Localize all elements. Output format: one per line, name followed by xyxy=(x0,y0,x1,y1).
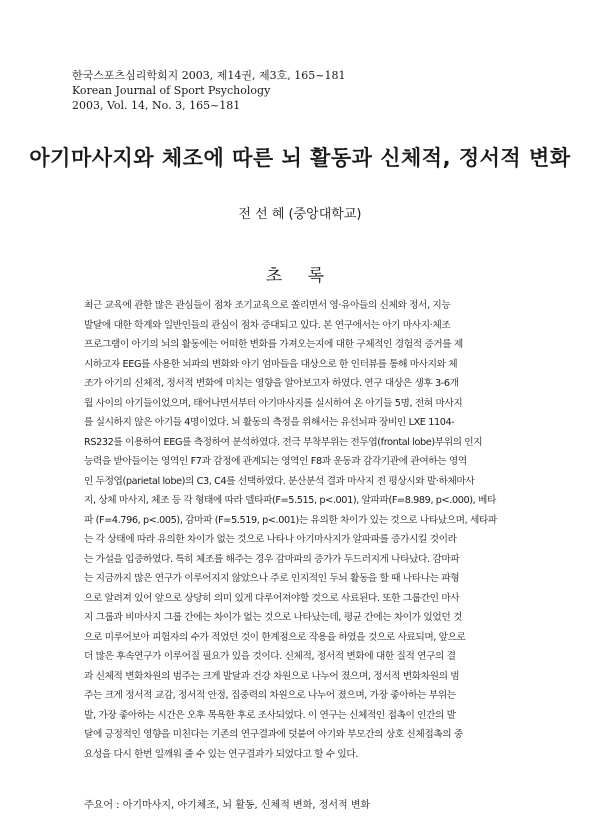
journal-english: Korean Journal of Sport Psychology xyxy=(72,84,271,97)
abstract-line: 지, 상체 마사지, 체조 등 각 형태에 따라 델타파(F=5.515, p<.001), 알파파(F=8.989, p<.000), 베타 xyxy=(84,495,496,506)
journal-volume: 2003, Vol. 14, No. 3, 165~181 xyxy=(72,99,241,112)
abstract-line: 발달에 대한 학계와 일반인들의 관심이 점차 증대되고 있다. 본 연구에서는 아기 마사지·체조 xyxy=(84,319,451,331)
abstract-line: 는 각 상태에 따라 유의한 차이가 없는 것으로 나타나 아기마사지가 알파파를 증가시킬 것이라 xyxy=(84,534,457,545)
abstract-body xyxy=(84,296,524,764)
abstract-line: 를 실시하지 않은 아기들 4명이었다. 뇌 활동의 측정을 위해서는 유선뇌파 장비인 LXE 1104- xyxy=(84,417,455,428)
abstract-line: 는 지금까지 많은 연구가 이루어지지 않았으나 주로 인지적인 두뇌 활동을 할 때 나타나는 파형 xyxy=(84,573,460,584)
abstract-heading: 초 록 xyxy=(265,266,335,286)
abstract-line: 발, 가장 좋아하는 시간은 오후 목욕한 후로 조사되었다. 이 연구는 신체적인 접촉이 인간의 발 xyxy=(84,709,456,721)
journal-info xyxy=(72,68,345,113)
abstract-line: 능력을 받아들이는 영역인 F7과 감정에 관계되는 영역인 F8과 운동과 감각기관에 관여하는 영역 xyxy=(84,456,467,467)
abstract-line: RS232를 이용하여 EEG를 측정하여 분석하였다. 전극 부착부위는 전두엽(frontal lobe)부위의 인지 xyxy=(84,436,483,448)
author-line: 전 선 혜 (중앙대학교) xyxy=(238,207,362,222)
abstract-line: 월 사이의 아기들이었으며, 태어나면서부터 아기마사지를 실시하여 온 아기들 5명, 전혀 마사지 xyxy=(84,397,463,409)
abstract-line: 지 그룹과 비마사지 그룹 간에는 차이가 없는 것으로 나타났는데, 평균 간에는 차이가 있었던 것 xyxy=(84,612,462,623)
abstract-line: 조가 아기의 신체적, 정서적 변화에 미치는 영향을 알아보고자 하였다. 연구 대상은 생후 3-6개 xyxy=(84,378,459,389)
abstract-line: 달에 긍정적인 영향을 미친다는 기존의 연구결과에 덧붙여 아기와 부모간의 상호 신체접촉의 중 xyxy=(84,729,463,740)
abstract-line: 으로 미루어보아 피험자의 수가 적었던 것이 한계점으로 작용을 하였을 것으로 사료되며, 앞으로 xyxy=(84,631,466,643)
journal-korean: 한국스포츠심리학회지 2003, 제14권, 제3호, 165~181 xyxy=(72,69,346,82)
abstract-line: 인 두정엽(parietal lobe)의 C3, C4를 선택하였다. 분산분석 결과 마사지 전 평상시와 발·하체마사 xyxy=(84,475,475,487)
abstract-line: 주는 크게 정서적 교감, 정서적 안정, 집중력의 차원으로 나누어 졌으며, 가장 좋아하는 부위는 xyxy=(84,690,456,701)
abstract-line: 시하고자 EEG를 사용한 뇌파의 변화와 아기 엄마들을 대상으로 한 인터뷰를 통해 마사지와 체 xyxy=(84,358,458,370)
abstract-line: 는 가설을 입증하였다. 특히 체조를 해주는 경우 감마파의 증가가 두드러지게 나타났다. 감마파 xyxy=(84,553,460,565)
abstract-line: 으로 알려져 있어 앞으로 상당히 의미 있게 다루어져야할 것으로 사료된다. 또한 그룹간인 마사 xyxy=(84,592,460,604)
paper-title: 아기마사지와 체조에 따른 뇌 활동과 신체적, 정서적 변화 xyxy=(29,146,571,170)
abstract-line: 최근 교육에 관한 많은 관심들이 점차 조기교육으로 쏠리면서 영·유아들의 신체와 정서, 지능 xyxy=(84,300,451,311)
abstract-line: 파 (F=4.796, p<.005), 감마파 (F=5.519, p<.001)는 유의한 차이가 있는 것으로 나타났으며, 세타파 xyxy=(84,514,497,526)
keywords: 주요어 : 아기마사지, 아기체조, 뇌 활동, 신체적 변화, 정서적 변화 xyxy=(84,800,371,811)
abstract-line: 과 신체적 변화차원의 범주는 크게 발달과 건강 차원으로 나누어 졌으며, 정서적 변화차원의 범 xyxy=(84,670,460,682)
abstract-line: 더 많은 후속연구가 이루어질 필요가 있을 것이다. 신체적, 정서적 변화에 대한 질적 연구의 결 xyxy=(84,651,456,662)
abstract-line: 요성을 다시 한번 일깨워 줄 수 있는 연구결과가 되었다고 할 수 있다. xyxy=(84,748,359,760)
abstract-line: 프로그램이 아기의 뇌의 활동에는 어떠한 변화를 가져오는지에 대한 구체적인 경험적 증거를 제 xyxy=(84,339,463,350)
